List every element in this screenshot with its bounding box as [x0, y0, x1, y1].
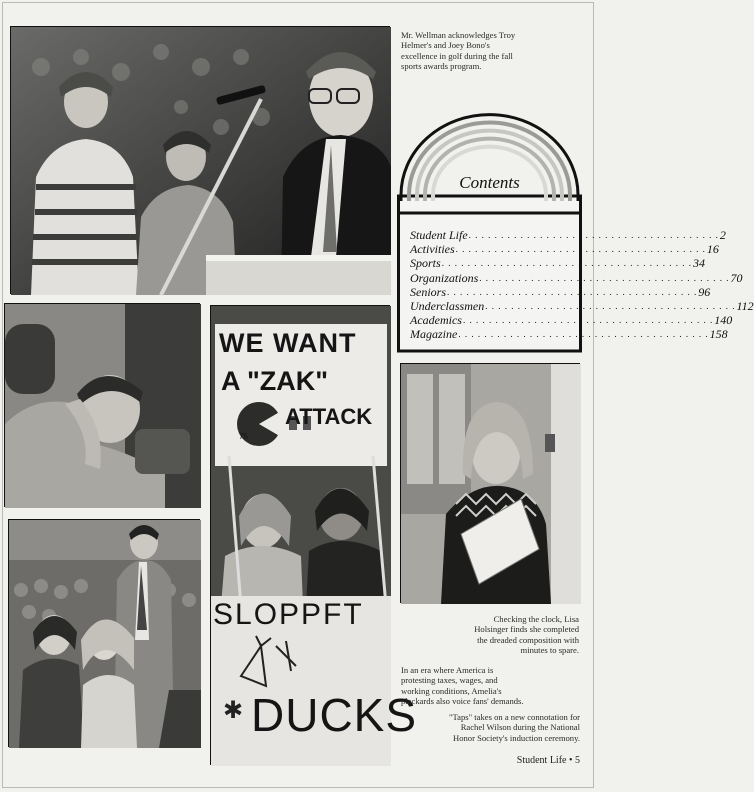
contents-item-label: Academics — [410, 313, 462, 328]
contents-item-label: Seniors — [410, 284, 446, 299]
contents-item-label: Sports — [410, 256, 441, 271]
contents-panel — [397, 103, 754, 353]
sign-line-1: WE WANT — [219, 328, 357, 358]
contents-item-label: Student Life — [410, 228, 468, 242]
sign-line-3: ATTACK — [285, 404, 373, 429]
photo-girl-composition — [400, 363, 580, 603]
contents-item-magazine[interactable] — [410, 327, 728, 342]
leader-dots — [484, 299, 736, 313]
footer-page-number: 5 — [575, 755, 580, 766]
leader-dots — [441, 256, 693, 270]
contents-item-sports[interactable] — [410, 256, 705, 271]
contents-item-academics[interactable] — [410, 313, 733, 328]
contents-item-page: 34 — [692, 256, 705, 271]
footer-section: Student Life — [516, 755, 567, 766]
contents-item-page: 112 — [736, 299, 754, 314]
sign-lower-line-2: DUCKS — [251, 689, 418, 741]
contents-title: Contents — [459, 173, 520, 192]
contents-item-page: 2 — [719, 228, 726, 242]
photo-gym-crowd — [8, 519, 200, 747]
sign-lower-line-1: SLOPPFT — [213, 598, 364, 631]
photo-sleeping-man — [4, 303, 200, 507]
svg-text:✱: ✱ — [223, 697, 244, 724]
contents-item-label: Organizations — [410, 270, 479, 285]
caption-golf-awards: Mr. Wellman acknowledges Troy Helmer's and Joey Bono's excellence in golf during the fall sports awards program. — [401, 30, 516, 72]
caption-taps: "Taps" takes on a new connotation for Rachel Wilson during the National Honor Society's induction ceremony. — [449, 712, 580, 743]
leader-dots — [468, 228, 720, 242]
photo-awards-program — [10, 26, 390, 294]
contents-item-page: 96 — [698, 284, 711, 299]
contents-item-activities[interactable] — [410, 242, 719, 257]
leader-dots — [462, 313, 714, 327]
contents-item-label: Magazine — [410, 327, 458, 342]
leader-dots — [478, 271, 730, 285]
leader-dots — [455, 242, 707, 256]
contents-item-student-life[interactable] — [410, 228, 726, 242]
leader-dots — [446, 285, 698, 299]
caption-lisa-holsinger: Checking the clock, Lisa Holsinger finds she completed the dreaded composition with minutes to spare. — [474, 614, 579, 656]
contents-item-underclassmen[interactable] — [410, 299, 754, 314]
contents-item-label: Activities — [410, 242, 455, 257]
sign-line-2: A "ZAK" — [221, 366, 329, 396]
contents-item-page: 70 — [730, 270, 743, 285]
contents-item-seniors[interactable] — [410, 284, 711, 299]
contents-item-organizations[interactable] — [410, 270, 743, 285]
contents-item-label: Underclassmen — [410, 299, 485, 314]
sign-badge: 75 — [239, 432, 248, 441]
contents-item-page: 140 — [714, 313, 733, 328]
photo-zak-attack-sign — [210, 305, 418, 765]
leader-dots — [457, 327, 709, 341]
contents-item-page: 16 — [706, 242, 719, 257]
caption-protest: In an era where America is protesting taxes, wages, and working conditions, Amelia's plackards also voice fans' demands. — [401, 665, 524, 707]
footer-bullet: • — [568, 755, 573, 766]
page-footer — [517, 755, 580, 766]
contents-item-page: 158 — [709, 327, 728, 342]
contents-list — [410, 228, 754, 342]
